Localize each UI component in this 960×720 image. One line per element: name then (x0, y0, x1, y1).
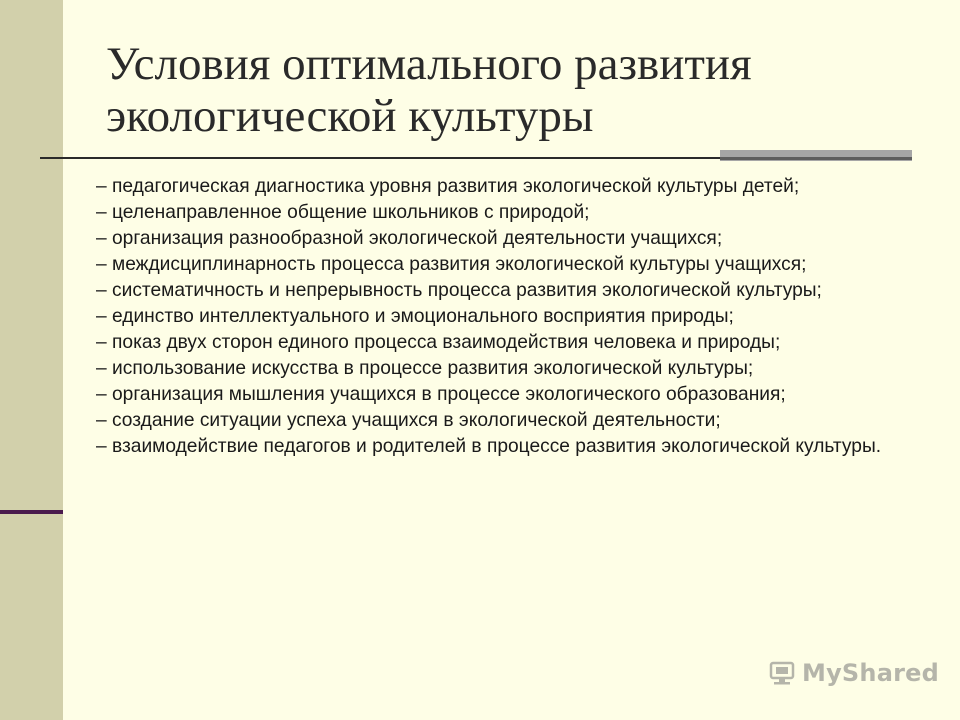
list-item: – систематичность и непрерывность процесса развития экологической культуры; (96, 280, 822, 301)
list-item: – педагогическая диагностика уровня развития экологической культуры детей; (96, 176, 800, 197)
left-accent-line (0, 510, 63, 514)
list-item: – показ двух сторон единого процесса взаимодействия человека и природы; (96, 332, 781, 353)
list-item: – единство интеллектуального и эмоционального восприятия природы; (96, 306, 734, 327)
left-decorative-bar (0, 0, 63, 720)
list-item: – создание ситуации успеха учащихся в экологической деятельности; (96, 410, 721, 431)
list-item: – организация разнообразной экологической деятельности учащихся; (96, 228, 723, 249)
list-item: – использование искусства в процессе развития экологической культуры; (96, 358, 754, 379)
list-item: – организация мышления учащихся в процессе экологического образования; (96, 384, 786, 405)
list-item: – взаимодействие педагогов и родителей в процессе развития экологической культуры. (96, 436, 882, 457)
slide-title: Условия оптимального развития экологической культуры (106, 38, 752, 142)
myshared-watermark (768, 658, 939, 688)
title-underline-accent-shade (720, 157, 912, 160)
list-item: – междисциплинарность процесса развития экологической культуры учащихся; (96, 254, 807, 275)
myshared-logo-icon (768, 659, 796, 687)
conditions-list (96, 176, 906, 462)
list-item: – целенаправленное общение школьников с природой; (96, 202, 590, 223)
watermark-text: MyShared (802, 659, 939, 687)
